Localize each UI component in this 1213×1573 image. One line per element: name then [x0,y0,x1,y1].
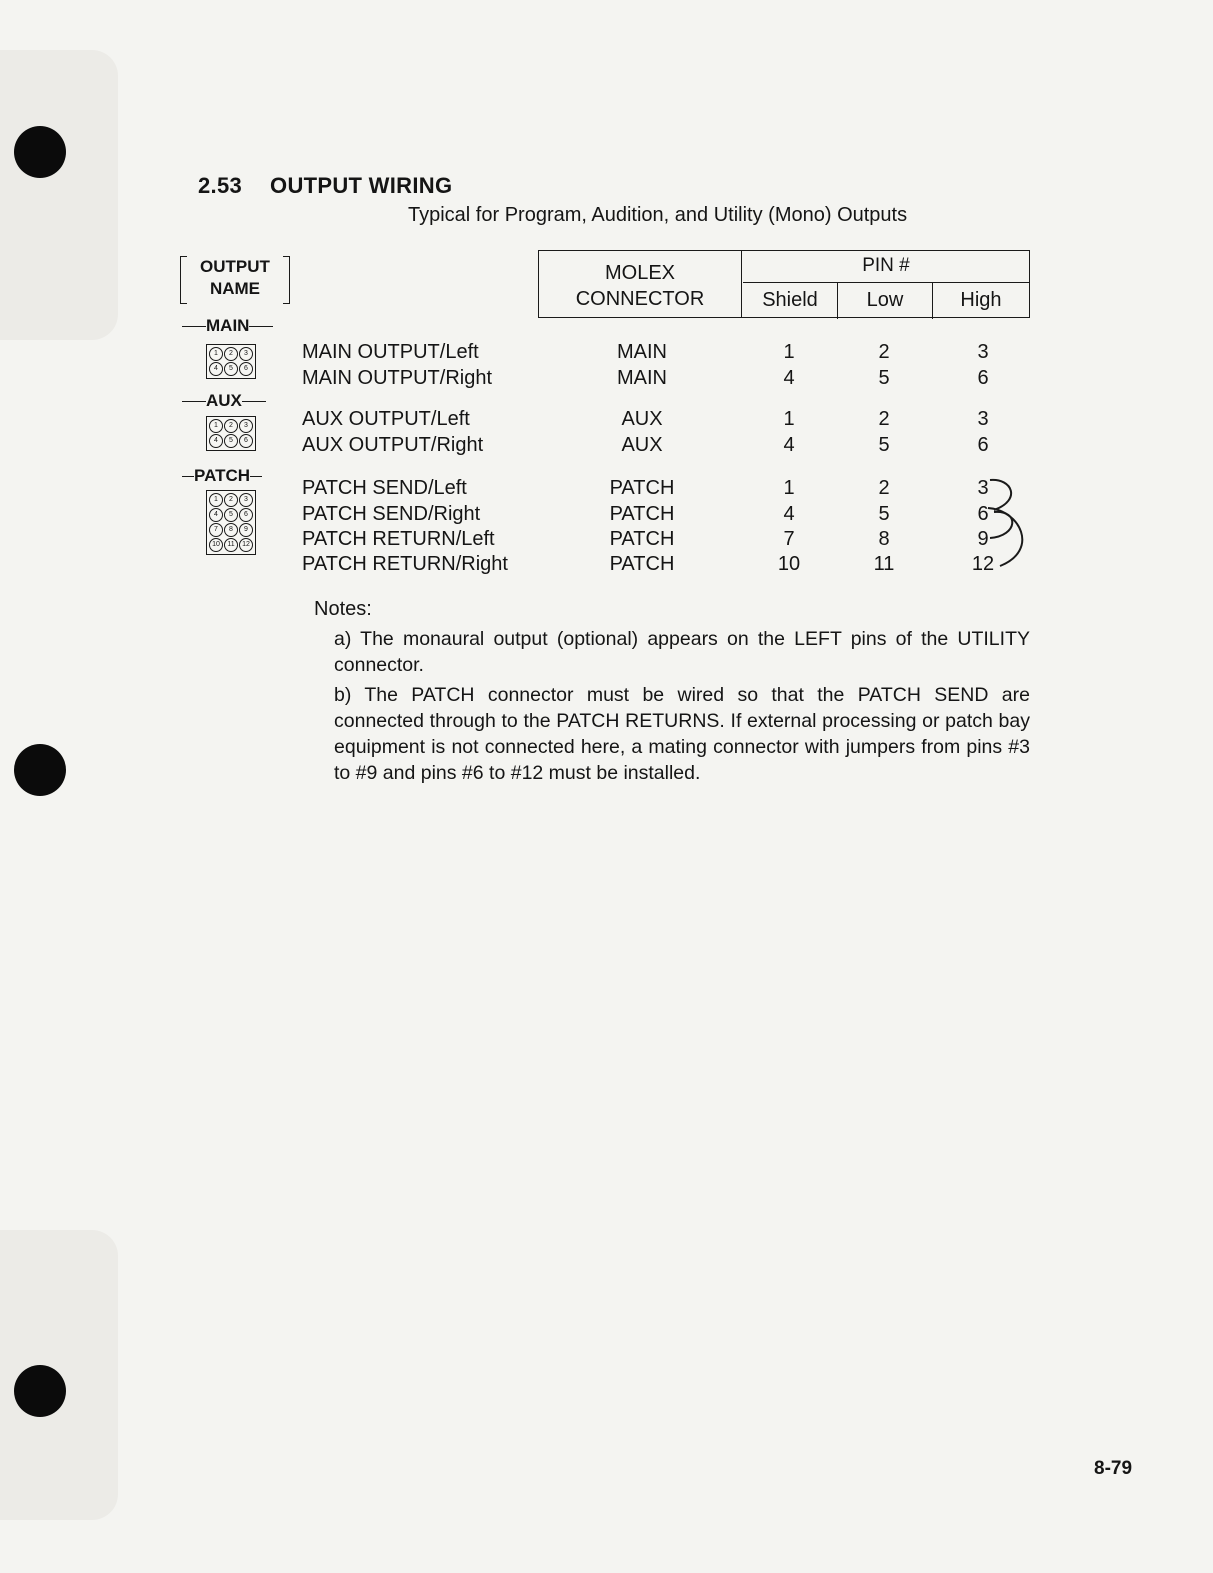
group-label-patch [182,466,262,486]
pin: 3 [239,419,253,433]
pin: 4 [209,508,223,522]
pin: 6 [239,362,253,376]
table-row [302,501,1012,527]
pin: 2 [224,419,238,433]
row-shield-pin: 4 [783,434,795,456]
row-high-pin: 3 [977,408,989,430]
molex-connector-header [539,251,742,317]
row-shield-pin: 4 [783,503,795,525]
group-aux-text: AUX [206,391,242,410]
row-name: AUX OUTPUT/Right [302,434,484,456]
pin: 1 [209,347,223,361]
row-low-pin: 2 [878,408,890,430]
punch-hole-bottom [14,1365,66,1417]
table-row [302,551,1012,577]
row-name: PATCH RETURN/Left [302,528,495,550]
binder-tab-top [0,50,118,340]
table-row [302,406,1012,432]
row-low-pin: 8 [878,528,890,550]
dash [249,326,273,328]
row-name: PATCH SEND/Left [302,477,467,499]
pin: 4 [209,434,223,448]
row-shield-pin: 1 [783,408,795,430]
pin: 1 [209,493,223,507]
table-row [302,365,1012,391]
row-high-pin: 3 [977,341,989,363]
pin: 9 [239,523,253,537]
shield-header: Shield [743,283,838,319]
note-a: a) The monaural output (optional) appears on the LEFT pins of the UTILITY connector. [334,628,1030,676]
row-connector: PATCH [609,477,675,499]
row-high-pin: 3 [977,477,989,499]
section-title [198,173,452,199]
table-row [302,526,1012,552]
row-name: PATCH RETURN/Right [302,553,508,575]
row-high-pin: 6 [977,503,989,525]
left-bracket [180,256,187,304]
section-heading: OUTPUT WIRING [270,173,453,198]
pin: 11 [224,538,238,552]
table-row [302,432,1012,458]
row-low-pin: 5 [878,434,890,456]
row-connector: AUX [621,408,663,430]
output-name-line-1: OUTPUT [200,257,270,276]
row-connector: PATCH [609,553,675,575]
low-header: Low [838,283,933,319]
pin: 6 [239,434,253,448]
row-shield-pin: 1 [783,477,795,499]
pin: 5 [224,508,238,522]
punch-hole-top [14,126,66,178]
pin: 7 [209,523,223,537]
group-label-main [182,316,273,336]
pin: 1 [209,419,223,433]
row-high-pin: 6 [977,367,989,389]
column-header-box [538,250,1030,318]
notes-label: Notes: [314,598,372,620]
row-shield-pin: 10 [777,553,801,575]
row-shield-pin: 7 [783,528,795,550]
row-connector: PATCH [609,503,675,525]
row-high-pin: 9 [977,528,989,550]
row-connector: MAIN [617,341,667,363]
row-low-pin: 2 [878,477,890,499]
pin: 12 [239,538,253,552]
row-name: MAIN OUTPUT/Left [302,341,479,363]
dash [182,401,206,403]
pin: 2 [224,347,238,361]
output-name-line-2: NAME [209,279,261,298]
pin: 4 [209,362,223,376]
handwritten-jumper-arcs [950,470,1040,580]
dash [242,401,266,403]
row-high-pin: 12 [971,553,995,575]
right-bracket [283,256,290,304]
row-connector: MAIN [617,367,667,389]
page-number: 8-79 [1094,1458,1133,1479]
punch-hole-middle [14,744,66,796]
row-shield-pin: 4 [783,367,795,389]
group-patch-text: PATCH [194,466,251,485]
pin: 5 [224,362,238,376]
patch-connector-icon [206,490,256,555]
pin: 3 [239,493,253,507]
dash [182,476,194,478]
row-low-pin: 11 [873,553,895,575]
pin: 10 [209,538,223,552]
group-main-text: MAIN [206,316,250,335]
row-connector: PATCH [609,528,675,550]
pin-number-header: PIN # [743,251,1029,283]
output-name-header [180,256,290,304]
table-row [302,475,1012,501]
section-number: 2.53 [198,173,243,198]
row-shield-pin: 1 [783,341,795,363]
group-label-aux [182,391,266,411]
molex-line-2: CONNECTOR [575,288,705,310]
row-connector: AUX [621,434,663,456]
section-subtitle: Typical for Program, Audition, and Utility (Mono) Outputs [408,204,908,226]
pin: 3 [239,347,253,361]
pin: 5 [224,434,238,448]
row-high-pin: 6 [977,434,989,456]
row-name: AUX OUTPUT/Left [302,408,470,430]
note-b: b) The PATCH connector must be wired so that the PATCH SEND are connected through to the PATCH RETURNS. If external processing or patch bay equipment is not connected here, a mating connector with jumpers from pins #3 to #9 and pins #6 to #12 must be installed. [334,684,1030,784]
dash [182,326,206,328]
high-header: High [960,289,1002,311]
molex-line-1: MOLEX [604,262,676,284]
row-low-pin: 5 [878,367,890,389]
dash [250,476,262,478]
row-name: MAIN OUTPUT/Right [302,367,493,389]
pin: 2 [224,493,238,507]
pin: 8 [224,523,238,537]
table-row [302,339,1012,365]
row-low-pin: 5 [878,503,890,525]
pin: 6 [239,508,253,522]
aux-connector-icon [206,416,256,451]
row-name: PATCH SEND/Right [302,503,481,525]
row-low-pin: 2 [878,341,890,363]
main-connector-icon [206,344,256,379]
